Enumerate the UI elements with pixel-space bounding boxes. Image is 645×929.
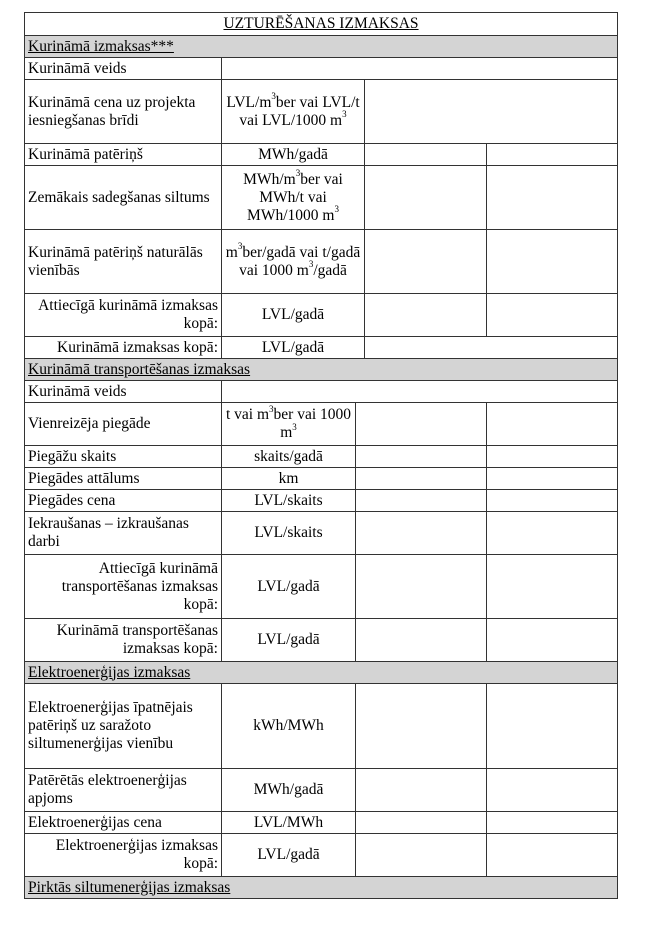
row-label: Kurināmā veids: [25, 381, 222, 403]
table-title: UZTURĒŠANAS IZMAKSAS: [25, 13, 618, 36]
input-cell[interactable]: [356, 403, 487, 446]
unit-cell: [222, 166, 365, 230]
table-row: [25, 166, 618, 230]
input-cell[interactable]: [487, 403, 618, 446]
section-fuel-costs: [25, 36, 618, 58]
input-cell[interactable]: [487, 166, 618, 230]
input-cell[interactable]: [356, 512, 487, 555]
unit-cell: LVL/skaits: [222, 512, 356, 555]
input-cell[interactable]: [356, 812, 487, 834]
input-cell[interactable]: [487, 144, 618, 166]
unit-cell: LVL/gadā: [222, 619, 356, 662]
table-row: [25, 812, 618, 834]
input-cell[interactable]: [365, 144, 487, 166]
table-row: [25, 619, 618, 662]
superscript: 3: [334, 204, 339, 215]
input-cell[interactable]: [487, 468, 618, 490]
superscript: 3: [269, 403, 274, 414]
row-label: Iekraušanas – izkraušanas darbi: [25, 512, 222, 555]
row-label: Attiecīgā kurināmā transportēšanas izmaksas kopā:: [25, 555, 222, 619]
section-transport-costs: [25, 359, 618, 381]
input-cell[interactable]: [356, 834, 487, 877]
row-label: Piegādes attālums: [25, 468, 222, 490]
row-label: Elektroenerģijas cena: [25, 812, 222, 834]
input-cell[interactable]: [487, 512, 618, 555]
input-cell[interactable]: [365, 166, 487, 230]
input-cell[interactable]: [365, 80, 618, 144]
input-cell[interactable]: [487, 446, 618, 468]
table-row: [25, 80, 618, 144]
table-row: [25, 403, 618, 446]
unit-cell: MWh/gadā: [222, 769, 356, 812]
input-cell[interactable]: [356, 769, 487, 812]
input-cell[interactable]: [365, 294, 487, 337]
superscript: 3: [308, 259, 314, 270]
row-label: Kurināmā veids: [25, 58, 222, 80]
unit-text: t vai m: [225, 406, 270, 423]
row-label: Elektroenerģijas īpatnējais patēriņš uz saražoto siltumenerģijas vienību: [25, 684, 222, 769]
superscript: 3: [342, 109, 347, 120]
table-row: [25, 144, 618, 166]
input-cell[interactable]: [487, 490, 618, 512]
row-label: Vienreizēja piegāde: [25, 403, 222, 446]
unit-cell: LVL/skaits: [222, 490, 356, 512]
unit-cell: kWh/MWh: [222, 684, 356, 769]
unit-cell: LVL/gadā: [222, 294, 365, 337]
input-cell[interactable]: [487, 769, 618, 812]
unit-text: MWh/m: [243, 170, 296, 188]
section-heading: Kurināmā transportēšanas izmaksas: [25, 359, 618, 381]
section-electricity-costs: [25, 662, 618, 684]
row-label: Kurināmā transportēšanas izmaksas kopā:: [25, 619, 222, 662]
unit-text: ber vai 1000 m: [273, 406, 352, 441]
table-row: [25, 512, 618, 555]
input-cell[interactable]: [356, 446, 487, 468]
table-row: [25, 58, 618, 80]
table-row: [25, 684, 618, 769]
superscript: 3: [271, 91, 276, 102]
row-label: Attiecīgā kurināmā izmaksas kopā:: [25, 294, 222, 337]
superscript: 3: [292, 421, 297, 432]
unit-cell: MWh/gadā: [222, 144, 365, 166]
input-cell[interactable]: [487, 812, 618, 834]
unit-text: m: [225, 243, 238, 261]
table-row: [25, 490, 618, 512]
input-cell[interactable]: [222, 58, 618, 80]
table-row: [25, 446, 618, 468]
unit-text: LVL/m: [226, 93, 272, 111]
unit-cell: km: [222, 468, 356, 490]
table-row: [25, 337, 618, 359]
input-cell[interactable]: [487, 684, 618, 769]
row-label: Elektroenerģijas izmaksas kopā:: [25, 834, 222, 877]
superscript: 3: [237, 241, 243, 252]
input-cell[interactable]: [487, 230, 618, 294]
row-label: Zemākais sadegšanas siltums: [25, 166, 222, 230]
unit-cell: skaits/gadā: [222, 446, 356, 468]
table-row: [25, 555, 618, 619]
unit-text: /gadā: [313, 261, 347, 279]
unit-text: ber vai MWh/t vai MWh/1000 m: [247, 170, 343, 224]
input-cell[interactable]: [365, 337, 618, 359]
row-label: Piegāžu skaits: [25, 446, 222, 468]
section-heading: Elektroenerģijas izmaksas: [25, 662, 618, 684]
unit-text: ber/gadā vai t/gadā vai 1000 m: [239, 243, 361, 279]
unit-text: ber vai LVL/t vai LVL/1000 m: [239, 93, 360, 129]
table-row: [25, 769, 618, 812]
input-cell[interactable]: [356, 555, 487, 619]
row-label: Patērētās elektroenerģijas apjoms: [25, 769, 222, 812]
input-cell[interactable]: [356, 490, 487, 512]
table-row: [25, 468, 618, 490]
input-cell[interactable]: [487, 294, 618, 337]
unit-cell: LVL/gadā: [222, 337, 365, 359]
table-row: [25, 294, 618, 337]
unit-cell: [222, 80, 365, 144]
unit-cell: [222, 230, 365, 294]
table-row: [25, 381, 618, 403]
table-row: [25, 834, 618, 877]
unit-cell: LVL/gadā: [222, 555, 356, 619]
section-heading: Pirktās siltumenerģijas izmaksas: [25, 877, 618, 899]
superscript: 3: [295, 168, 301, 179]
input-cell[interactable]: [487, 834, 618, 877]
input-cell[interactable]: [356, 468, 487, 490]
section-purchased-heat-costs: [25, 877, 618, 899]
unit-cell: LVL/gadā: [222, 834, 356, 877]
row-label: Kurināmā cena uz projekta iesniegšanas brīdi: [25, 80, 222, 144]
unit-cell: [222, 403, 356, 446]
row-label: Kurināmā izmaksas kopā:: [25, 337, 222, 359]
title-row: [25, 13, 618, 36]
unit-cell: LVL/MWh: [222, 812, 356, 834]
input-cell[interactable]: [356, 619, 487, 662]
row-label: Kurināmā patēriņš: [25, 144, 222, 166]
maintenance-costs-table: [24, 12, 618, 899]
input-cell[interactable]: [487, 555, 618, 619]
input-cell[interactable]: [222, 381, 618, 403]
input-cell[interactable]: [356, 684, 487, 769]
row-label: Piegādes cena: [25, 490, 222, 512]
section-heading: Kurināmā izmaksas***: [25, 36, 618, 58]
input-cell[interactable]: [487, 619, 618, 662]
row-label: Kurināmā patēriņš naturālās vienībās: [25, 230, 222, 294]
input-cell[interactable]: [365, 230, 487, 294]
table-row: [25, 230, 618, 294]
